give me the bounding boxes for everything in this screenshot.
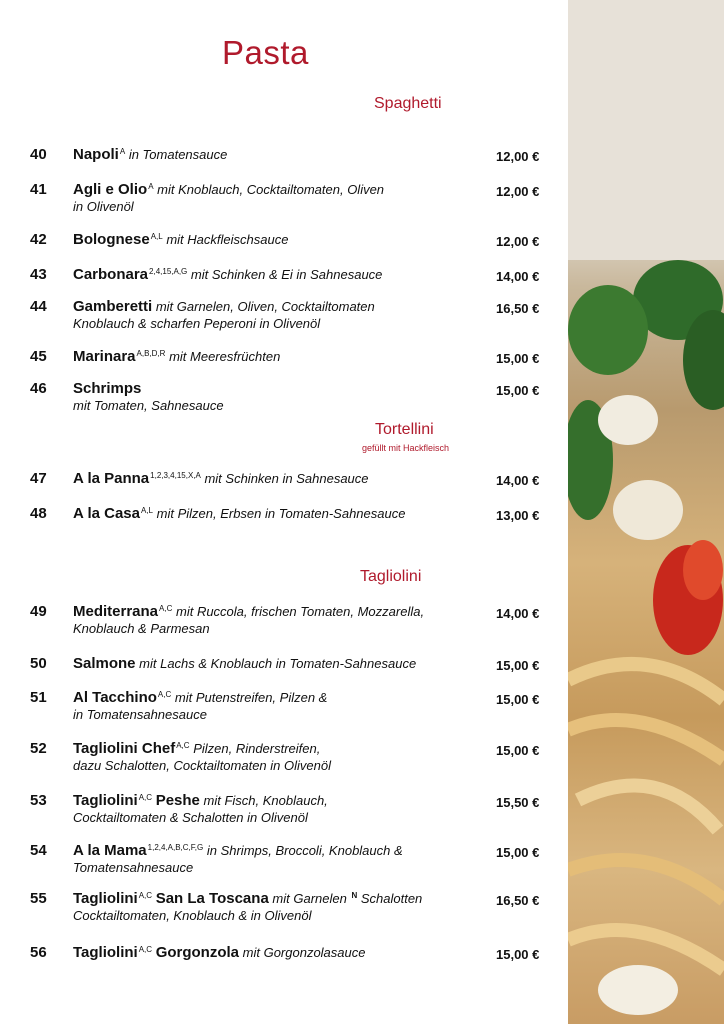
item-text-line2: Knoblauch & scharfen Peperoni in Olivenöl <box>73 316 321 331</box>
item-number: 45 <box>30 348 47 365</box>
item-name: Tagliolini <box>73 944 138 961</box>
item-number: 40 <box>30 146 47 163</box>
tortellini-note: gefüllt mit Hackfleisch <box>362 443 450 453</box>
item-description <box>73 181 493 215</box>
allergen-codes: A,C <box>138 793 153 802</box>
item-number: 51 <box>30 689 47 706</box>
item-number: 48 <box>30 505 47 522</box>
item-text: mit Ruccola, frischen Tomaten, Mozzarella, <box>176 604 425 619</box>
item-name: A la Panna <box>73 470 150 487</box>
item-text: mit Schinken & Ei in Sahnesauce <box>190 267 383 282</box>
item-price: 15,00 € <box>496 743 540 758</box>
page-title: Pasta <box>222 34 309 71</box>
item-price: 14,00 € <box>496 473 540 488</box>
item-number: 50 <box>30 655 47 672</box>
item-price: 16,50 € <box>496 301 540 316</box>
allergen-codes: A,B,D,R <box>136 349 166 358</box>
section-tagliolini: Tagliolini <box>360 568 422 585</box>
item-text: in Shrimps, Broccoli, Knoblauch & <box>206 843 403 858</box>
item-text-line2: Cocktailtomaten, Knoblauch & in Olivenöl <box>73 908 312 923</box>
item-number: 49 <box>30 603 47 620</box>
item-description <box>73 603 493 637</box>
item-number: 52 <box>30 740 47 757</box>
item-price: 12,00 € <box>496 184 540 199</box>
item-name: Tagliolini <box>73 792 138 809</box>
item-text: in Tomatensauce <box>128 147 228 162</box>
item-description <box>73 655 493 672</box>
item-description <box>73 505 493 522</box>
section-spaghetti: Spaghetti <box>374 95 442 112</box>
item-name: Carbonara <box>73 266 149 283</box>
item-text: mit Meeresfrüchten <box>169 349 281 364</box>
item-name: Agli e Olio <box>73 181 148 198</box>
item-name: Al Tacchino <box>73 689 157 706</box>
item-number: 42 <box>30 231 47 248</box>
item-text: mit Lachs & Knoblauch in Tomaten-Sahnesauce <box>139 656 417 671</box>
item-name: A la Mama <box>73 842 147 859</box>
item-name: Mediterrana <box>73 603 159 620</box>
item-number: 54 <box>30 842 47 859</box>
item-text-line2: mit Tomaten, Sahnesauce <box>73 398 224 413</box>
item-price: 15,00 € <box>496 351 540 366</box>
allergen-codes: A <box>119 147 126 156</box>
allergen-codes: A,L <box>150 232 163 241</box>
pasta-photo-illustration <box>568 0 724 1024</box>
item-text-line2: in Tomatensahnesauce <box>73 707 207 722</box>
item-price: 12,00 € <box>496 149 540 164</box>
item-description <box>73 231 493 248</box>
item-price: 15,00 € <box>496 692 540 707</box>
allergen-codes: A,C <box>159 604 173 613</box>
item-text: mit Fisch, Knoblauch, <box>203 793 328 808</box>
item-name-2: Peshe <box>155 792 200 809</box>
allergen-codes: 1,2,3,4,15,X,A <box>150 471 201 480</box>
item-text: mit Hackfleischsauce <box>166 232 289 247</box>
allergen-codes: A <box>148 182 154 191</box>
item-description <box>73 298 493 332</box>
item-price: 12,00 € <box>496 234 540 249</box>
item-name: Gamberetti <box>73 298 153 315</box>
item-name: Salmone <box>73 655 136 672</box>
item-number: 53 <box>30 792 47 809</box>
item-name-2: San La Toscana <box>155 890 269 907</box>
item-description <box>73 740 493 774</box>
item-number: 44 <box>30 298 47 315</box>
item-name: Tagliolini Chef <box>73 740 176 757</box>
item-name: Schrimps <box>73 380 142 397</box>
item-text-line2: Cocktailtomaten & Schalotten in Olivenöl <box>73 810 308 825</box>
item-price: 15,50 € <box>496 795 540 810</box>
item-number: 46 <box>30 380 47 397</box>
allergen-codes: 1,2,4,A,B,C,F,G <box>147 843 204 852</box>
item-price: 14,00 € <box>496 269 540 284</box>
item-name: Marinara <box>73 348 136 365</box>
item-text: mit Garnelen <box>272 891 347 906</box>
allergen-codes: A,C <box>157 690 172 699</box>
item-description <box>73 792 493 826</box>
allergen-codes: A,C <box>176 741 190 750</box>
pasta-photo <box>568 0 724 1024</box>
item-description <box>73 146 493 163</box>
item-text-line2: in Olivenöl <box>73 199 134 214</box>
item-name-2: Gorgonzola <box>155 944 240 961</box>
item-text: mit Knoblauch, Cocktailtomaten, Oliven <box>157 182 385 197</box>
item-text-line2: dazu Schalotten, Cocktailtomaten in Olivenöl <box>73 758 331 773</box>
item-price: 15,00 € <box>496 845 540 860</box>
item-price: 15,00 € <box>496 947 540 962</box>
item-description <box>73 890 493 924</box>
item-price: 13,00 € <box>496 508 540 523</box>
allergen-codes: 2,4,15,A,G <box>149 267 188 276</box>
item-text: mit Schinken in Sahnesauce <box>204 471 369 486</box>
section-tortellini: Tortellini <box>375 421 434 438</box>
item-text-line2: Tomatensahnesauce <box>73 860 194 875</box>
item-number: 47 <box>30 470 47 487</box>
item-price: 15,00 € <box>496 658 540 673</box>
item-name: Napoli <box>73 146 119 163</box>
item-text: mit Gorgonzolasauce <box>242 945 366 960</box>
item-text: mit Garnelen, Oliven, Cocktailtomaten <box>155 299 375 314</box>
item-description <box>73 266 493 283</box>
allergen-codes: A,C <box>138 945 153 954</box>
item-description <box>73 842 493 876</box>
item-description <box>73 348 493 365</box>
item-text: Pilzen, Rinderstreifen, <box>193 741 321 756</box>
allergen-codes: A,L <box>140 506 153 515</box>
item-description <box>73 380 493 414</box>
item-price: 14,00 € <box>496 606 540 621</box>
item-name: Tagliolini <box>73 890 138 907</box>
item-text: mit Putenstreifen, Pilzen & <box>174 690 328 705</box>
item-text: mit Pilzen, Erbsen in Tomaten-Sahnesauce <box>156 506 406 521</box>
item-number: 56 <box>30 944 47 961</box>
item-number: 55 <box>30 890 47 907</box>
item-name: A la Casa <box>73 505 140 522</box>
item-price: 16,50 € <box>496 893 540 908</box>
item-text-line2: Knoblauch & Parmesan <box>73 621 210 636</box>
allergen-codes-2: N <box>351 891 358 900</box>
item-text-2: Schalotten <box>360 891 423 906</box>
item-description <box>73 470 493 487</box>
item-price: 15,00 € <box>496 383 540 398</box>
item-description <box>73 689 493 723</box>
item-number: 41 <box>30 181 47 198</box>
item-name: Bolognese <box>73 231 150 248</box>
allergen-codes: A,C <box>138 891 153 900</box>
item-description <box>73 944 493 961</box>
item-number: 43 <box>30 266 47 283</box>
